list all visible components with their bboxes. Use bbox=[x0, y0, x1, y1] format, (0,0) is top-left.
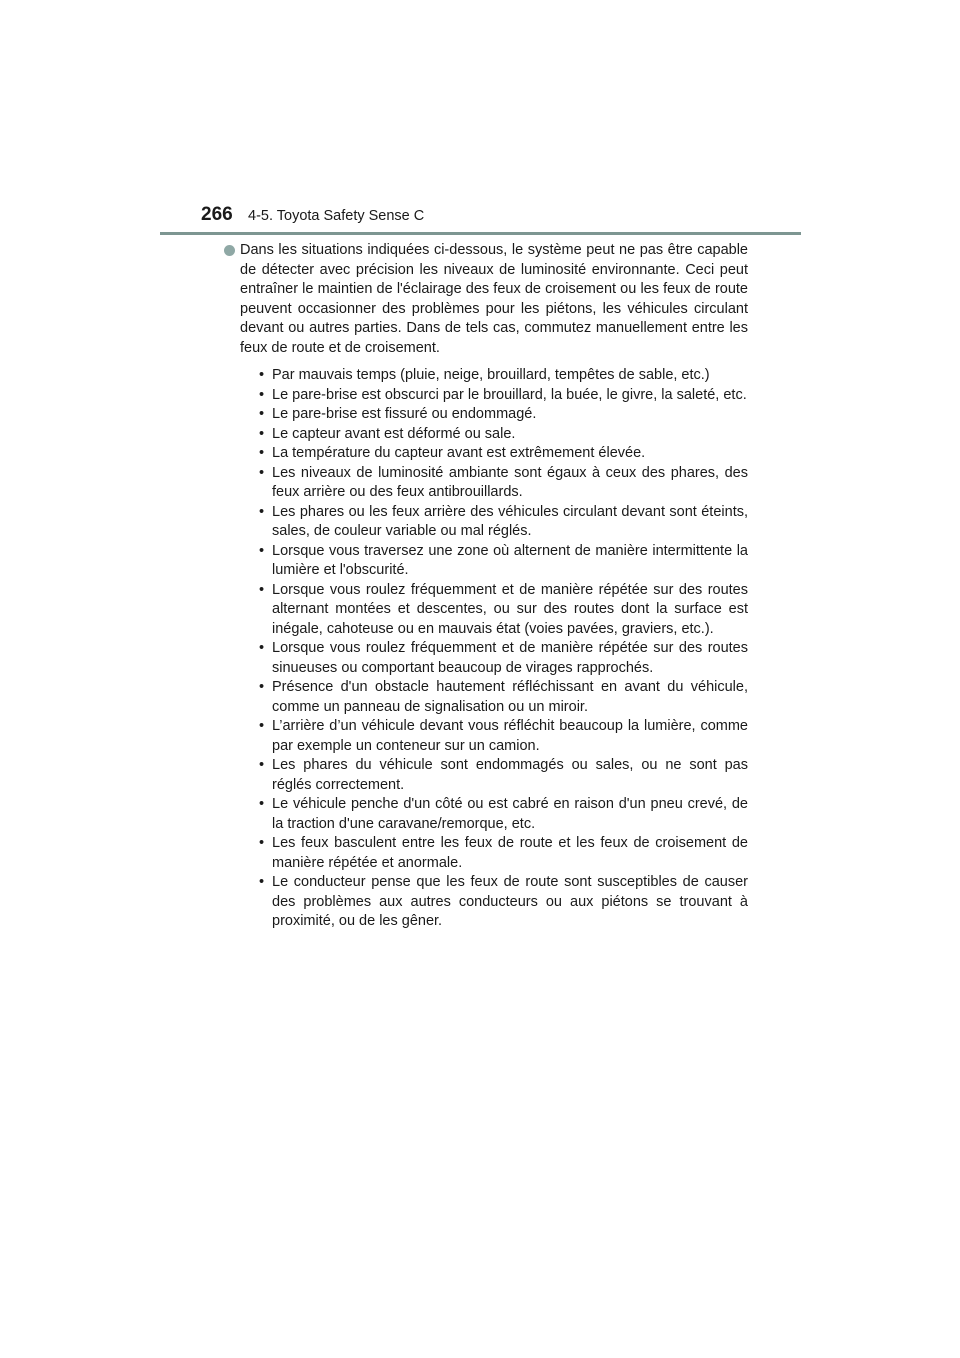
bullet-dot-icon: • bbox=[259, 796, 265, 812]
list-item bbox=[240, 717, 748, 756]
list-item-text: Le capteur avant est déformé ou sale. bbox=[272, 425, 516, 442]
list-item-text: La température du capteur avant est extrêmement élevée. bbox=[272, 445, 646, 461]
list-item-text: Le pare-brise est obscurci par le brouillard, la buée, le givre, la saleté, etc. bbox=[272, 386, 747, 403]
bullet-dot-icon: • bbox=[259, 874, 265, 890]
list-item bbox=[240, 366, 748, 386]
bullet-dot-icon: • bbox=[259, 757, 265, 773]
bullet-dot-icon: • bbox=[259, 503, 265, 520]
list-item bbox=[240, 386, 748, 406]
bullet-dot-icon: • bbox=[259, 581, 265, 598]
bullet-dot-icon: • bbox=[259, 425, 265, 442]
list-item bbox=[240, 464, 748, 503]
bullet-dot-icon: • bbox=[259, 464, 265, 481]
conditions-list bbox=[240, 366, 748, 932]
list-item bbox=[240, 503, 748, 542]
list-item bbox=[240, 639, 748, 678]
main-bullet-item bbox=[222, 241, 748, 932]
list-item bbox=[240, 405, 748, 425]
bullet-dot-icon: • bbox=[259, 542, 265, 559]
page-number: 266 bbox=[201, 204, 233, 225]
bullet-dot-icon: • bbox=[259, 835, 265, 851]
bullet-dot-icon: • bbox=[259, 386, 265, 403]
bullet-dot-icon: • bbox=[259, 718, 265, 734]
list-item bbox=[240, 581, 748, 640]
bullet-dot-icon: • bbox=[259, 367, 265, 383]
page-content bbox=[222, 241, 748, 932]
list-item bbox=[240, 444, 748, 464]
list-item-text: Par mauvais temps (pluie, neige, brouillard, tempêtes de sable, etc.) bbox=[272, 367, 710, 383]
bullet-dot-icon: • bbox=[259, 640, 265, 656]
bullet-dot-icon: • bbox=[259, 406, 265, 422]
list-item-text: Les niveaux de luminosité ambiante sont égaux à ceux des phares, des feux arrière ou des feux antibrouillards. bbox=[272, 464, 748, 500]
list-item bbox=[240, 542, 748, 581]
list-item-text: Lorsque vous roulez fréquemment et de manière répétée sur des routes sinueuses ou comportant beaucoup de virages rapprochés. bbox=[272, 640, 748, 676]
list-item bbox=[240, 756, 748, 795]
header-rule bbox=[160, 232, 801, 235]
list-item-text: Le véhicule penche d'un côté ou est cabré en raison d'un pneu crevé, de la traction d'une caravane/remorque, etc. bbox=[272, 796, 748, 832]
bullet-dot-icon: • bbox=[259, 679, 265, 695]
section-title: 4-5. Toyota Safety Sense C bbox=[248, 208, 425, 224]
list-item-text: Les phares du véhicule sont endommagés ou sales, ou ne sont pas réglés correctement. bbox=[272, 757, 748, 793]
list-item-text: L’arrière d’un véhicule devant vous réfléchit beaucoup la lumière, comme par exemple un conteneur sur un camion. bbox=[272, 718, 748, 754]
list-item bbox=[240, 425, 748, 445]
main-paragraph: Dans les situations indiquées ci-dessous, le système peut ne pas être capable de détecter avec précision les niveaux de luminosité environnante. Ceci peut entraîner le maintien de l'éclairage des feux de croisement ou les feux de route peuvent occasionner des problèmes pour les piétons, les véhicules circulant devant ou autres parties. Dans de tels cas, commutez manuellement entre les feux de route et de croisement. bbox=[240, 242, 748, 356]
list-item bbox=[240, 795, 748, 834]
list-item-text: Le pare-brise est fissuré ou endommagé. bbox=[272, 406, 537, 422]
list-item bbox=[240, 678, 748, 717]
list-item-text: Les phares ou les feux arrière des véhicules circulant devant sont éteints, sales, de couleur variable ou mal réglés. bbox=[272, 503, 748, 539]
filled-circle-bullet-icon bbox=[224, 245, 235, 256]
list-item bbox=[240, 834, 748, 873]
list-item-text: Le conducteur pense que les feux de route sont susceptibles de causer des problèmes aux autres conducteurs ou aux piétons se trouvant à proximité, ou de les gêner. bbox=[272, 874, 748, 929]
list-item bbox=[240, 873, 748, 932]
list-item-text: Présence d'un obstacle hautement réfléchissant en avant du véhicule, comme un panneau de signalisation ou un miroir. bbox=[272, 679, 748, 715]
list-item-text: Lorsque vous roulez fréquemment et de manière répétée sur des routes alternant montées et descentes, ou sur des routes dont la surface est inégale, cahoteuse ou en mauvais état (voies pavées, graviers, etc.). bbox=[272, 581, 748, 637]
bullet-dot-icon: • bbox=[259, 445, 265, 461]
list-item-text: Les feux basculent entre les feux de route et les feux de croisement de manière répétée et anormale. bbox=[272, 835, 748, 871]
list-item-text: Lorsque vous traversez une zone où alternent de manière intermittente la lumière et l'obscurité. bbox=[272, 542, 748, 578]
